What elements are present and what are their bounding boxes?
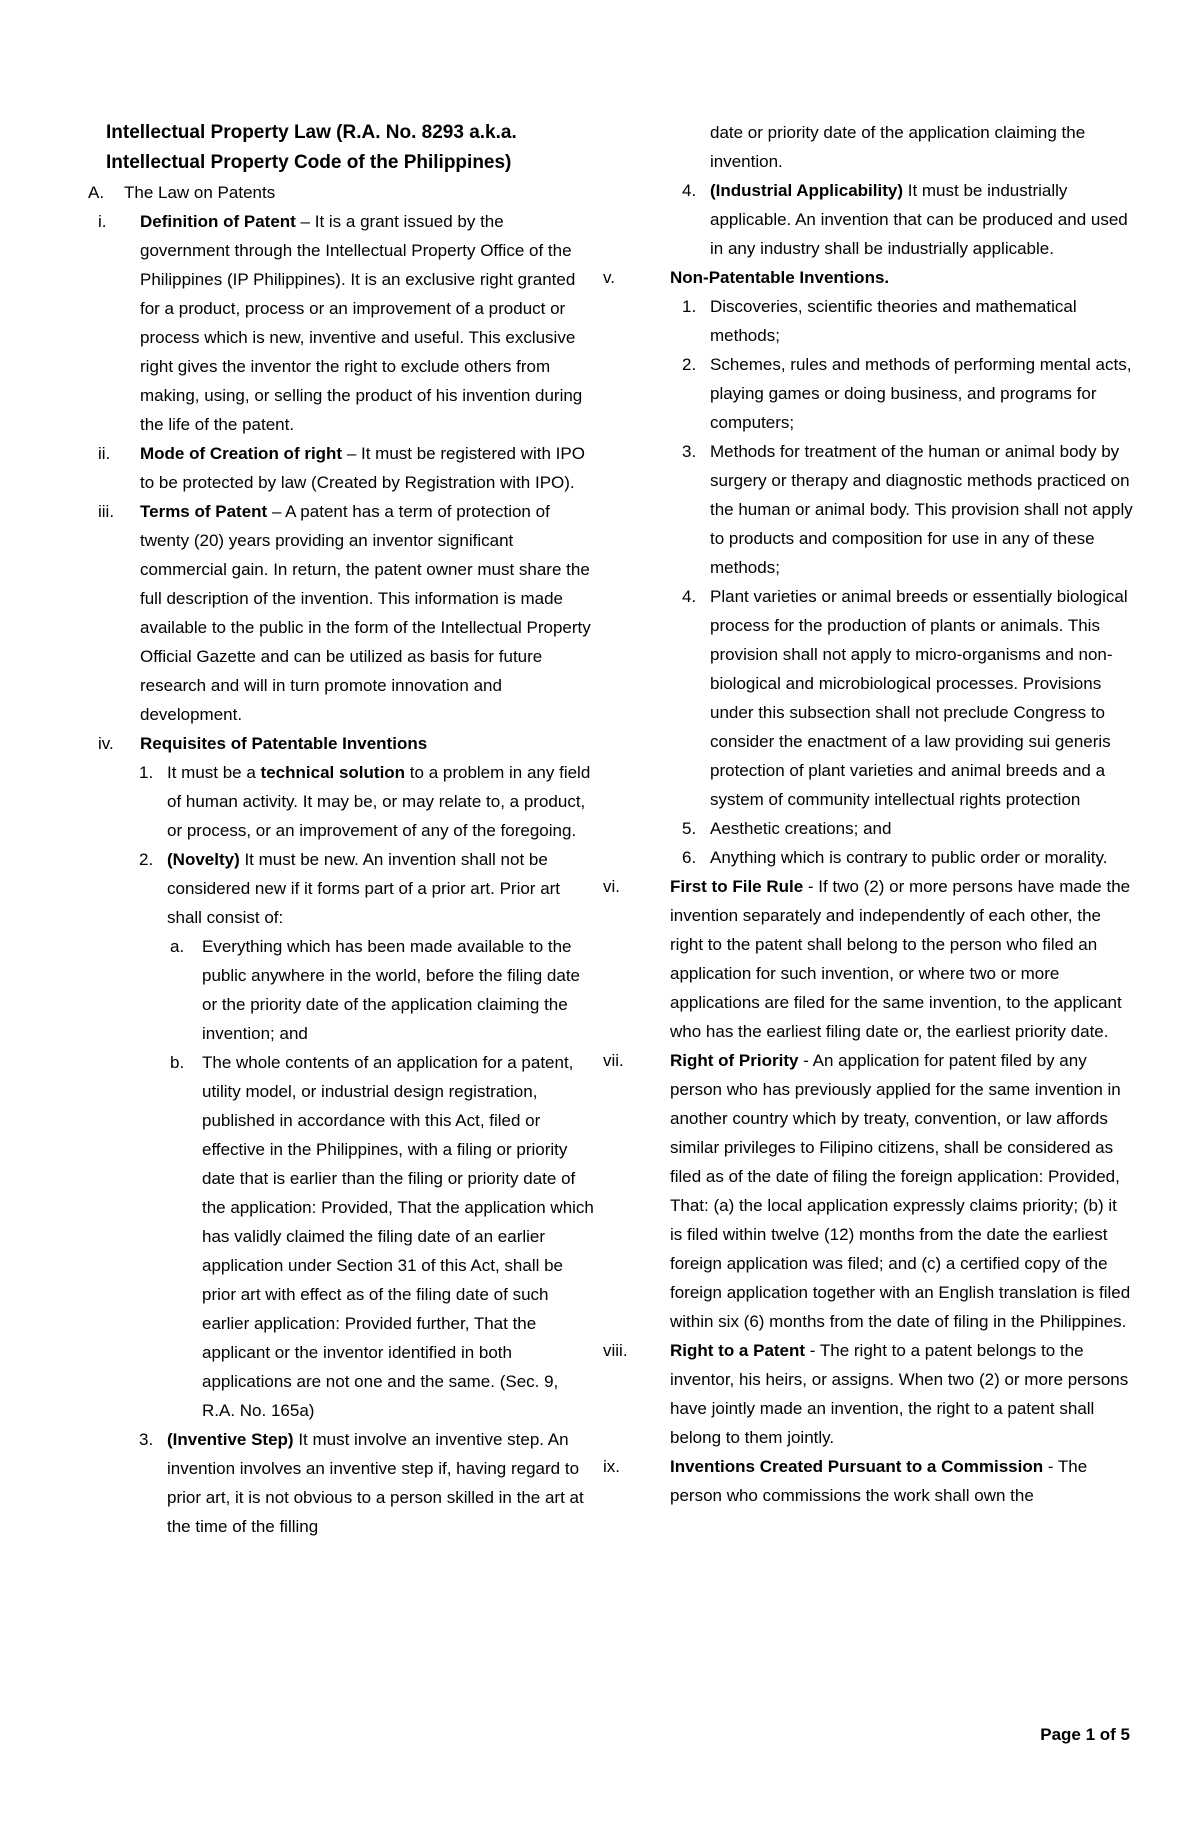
requisite-1-technical-solution (139, 758, 596, 845)
item-viii-heading: Right to a Patent (670, 1341, 806, 1360)
requisite-4-label: 4. (682, 181, 697, 200)
prior-art-b (170, 1048, 596, 1425)
item-ix-commission (603, 1452, 1133, 1510)
item-ii-mode-of-creation (94, 439, 596, 497)
requisite-1-pre: It must be a (167, 763, 261, 782)
item-vii-text: - An application for patent filed by any person who has previously applied for the same invention in another country which by treaty, convention, or law affords similar privileges to Filipino citizens, shall be considered as filed as of the date of filing the foreign application: Provided, That: (a) the local application expressly claims priority; (b) it is filed within twelve (12) months from the date the earliest foreign application was filed; and (c) a certified copy of the foreign application together with an English translation is filed within six (6) months from the date of filing in the Philippines. (670, 1051, 1131, 1331)
non-patentable-5-text: Aesthetic creations; and (710, 819, 892, 838)
requisite-3-inventive-step (139, 1425, 596, 1541)
item-vii-right-of-priority (603, 1046, 1133, 1336)
non-patentable-2-text: Schemes, rules and methods of performing mental acts, playing games or doing business, and programs for computers; (710, 355, 1132, 432)
prior-art-a-text: Everything which has been made available to the public anywhere in the world, before the filing date or the priority date of the application claiming the invention; and (202, 937, 581, 1043)
item-iv-label: iv. (98, 734, 114, 753)
section-a-label: A. (88, 183, 105, 202)
requisite-2-text: It must be new. An invention shall not be considered new if it forms part of a prior art. Prior art shall consist of: (167, 850, 561, 927)
item-iv-body (94, 729, 596, 758)
document-title (106, 118, 596, 178)
requisite-3-heading: (Inventive Step) (167, 1430, 294, 1449)
item-ii-label: ii. (98, 444, 111, 463)
non-patentable-3-text: Methods for treatment of the human or animal body by surgery or therapy and diagnostic methods practiced on the human or animal body. This provision shall not apply to products and composition for use in any of these methods; (710, 442, 1133, 577)
non-patentable-6 (682, 843, 1133, 872)
item-v-non-patentable (603, 263, 1133, 292)
item-ix-body (603, 1452, 1133, 1510)
item-viii-right-to-patent (603, 1336, 1133, 1452)
item-viii-body (603, 1336, 1133, 1452)
item-i-heading: Definition of Patent (140, 212, 296, 231)
item-ii-text: – It must be registered with IPO to be protected by law (Created by Registration with IPO). (140, 444, 585, 492)
item-v-heading: Non-Patentable Inventions. (670, 268, 890, 287)
requisite-1-text: to a problem in any field of human activity. It may be, or may relate to, a product, or process, or an improvement of any of the foregoing. (167, 763, 591, 840)
item-vi-first-to-file (603, 872, 1133, 1046)
non-patentable-5-label: 5. (682, 819, 697, 838)
requisite-3-continued (613, 118, 1133, 176)
item-vii-heading: Right of Priority (670, 1051, 799, 1070)
non-patentable-2-label: 2. (682, 355, 697, 374)
item-vii-body (603, 1046, 1133, 1336)
item-iii-label: iii. (98, 502, 115, 521)
requisite-4-text: It must be industrially applicable. An invention that can be produced and used in any industry shall be industrially applicable. (710, 181, 1128, 258)
requisite-2-body (139, 845, 596, 932)
section-a-heading: The Law on Patents (124, 183, 276, 202)
item-v-body (603, 263, 1133, 292)
item-iv-heading: Requisites of Patentable Inventions (140, 734, 428, 753)
requisite-4-industrial-applicability (682, 176, 1133, 263)
item-ii-heading: Mode of Creation of right (140, 444, 343, 463)
item-vi-text: - If two (2) or more persons have made the invention separately and independently of each other, the right to the patent shall belong to the person who filed an application for such invention, or where two or more applications are filed for the same invention, to the applicant who has the earliest filing date or, the earliest priority date. (670, 877, 1131, 1041)
requisite-1-label: 1. (139, 763, 154, 782)
item-v-label: v. (603, 268, 615, 287)
prior-art-b-label: b. (170, 1053, 185, 1072)
requisite-3-label: 3. (139, 1430, 154, 1449)
item-viii-text: - The right to a patent belongs to the inventor, his heirs, or assigns. When two (2) or more persons have jointly made an invention, the right to a patent shall belong to them jointly. (670, 1341, 1129, 1447)
non-patentable-5 (682, 814, 1133, 843)
prior-art-b-text: The whole contents of an application for a patent, utility model, or industrial design registration, published in accordance with this Act, filed or effective in the Philippines, with a filing or priority date that is earlier than the filing or priority date of the application: Provided, That the application which has validly claimed the filing date of an earlier application under Section 31 of this Act, shall be prior art with effect as of the filing date of such earlier application: Provided further, That the applicant or the inventor identified in both applications are not one and the same. (Sec. 9, R.A. No. 165a) (202, 1053, 594, 1420)
item-vi-heading: First to File Rule (670, 877, 804, 896)
item-iii-text: – A patent has a term of protection of twenty (20) years providing an inventor significant commercial gain. In return, the patent owner must share the full description of the invention. This information is made available to the public in the form of the Intellectual Property Official Gazette and can be utilized as basis for future research and will in turn promote innovation and development. (140, 502, 591, 724)
non-patentable-6-label: 6. (682, 848, 697, 867)
non-patentable-4-text: Plant varieties or animal breeds or essentially biological process for the production of plants or animals. This provision shall not apply to micro-organisms and non-biological and microbiological processes. Provisions under this subsection shall not preclude Congress to consider the enactment of a law providing sui generis protection of plant varieties and animal breeds and a system of community intellectual rights protection (710, 587, 1128, 809)
title-line-2: Intellectual Property Code of the Philippines) (106, 152, 512, 173)
requisite-3-body (139, 1425, 596, 1541)
item-vi-label: vi. (603, 877, 620, 896)
item-iii-heading: Terms of Patent (140, 502, 268, 521)
section-a (88, 178, 596, 207)
item-iii-terms-of-patent (94, 497, 596, 729)
item-viii-label: viii. (603, 1341, 628, 1360)
page-number: Page 1 of 5 (1040, 1725, 1130, 1744)
item-iv-requisites (94, 729, 596, 758)
title-line-1: Intellectual Property Law (R.A. No. 8293 a.k.a. (106, 122, 517, 143)
requisite-4-heading: (Industrial Applicability) (710, 181, 903, 200)
item-ix-label: ix. (603, 1457, 620, 1476)
item-i-text: – It is a grant issued by the government through the Intellectual Property Office of the Philippines (IP Philippines). It is an exclusive right granted for a product, process or an improvement of a product or process which is new, inventive and useful. This exclusive right gives the inventor the right to exclude others from making, using, or selling the product of his invention during the life of the patent. (140, 212, 583, 434)
prior-art-a (170, 932, 596, 1048)
requisite-3-continued-text: date or priority date of the application claiming the invention. (710, 123, 1086, 171)
non-patentable-1 (682, 292, 1133, 350)
item-ii-body (94, 439, 596, 497)
requisite-2-heading: (Novelty) (167, 850, 240, 869)
requisite-2-novelty (139, 845, 596, 932)
requisite-1-heading: technical solution (260, 763, 406, 782)
left-column (88, 118, 596, 1541)
non-patentable-1-text: Discoveries, scientific theories and mathematical methods; (710, 297, 1077, 345)
non-patentable-6-text: Anything which is contrary to public order or morality. (710, 848, 1108, 867)
non-patentable-4 (682, 582, 1133, 814)
prior-art-a-label: a. (170, 937, 185, 956)
item-ix-heading: Inventions Created Pursuant to a Commission (670, 1457, 1044, 1476)
item-i-body (94, 207, 596, 439)
right-column (603, 118, 1133, 1510)
item-ix-text: - The person who commissions the work shall own the (670, 1457, 1088, 1505)
requisite-2-label: 2. (139, 850, 154, 869)
non-patentable-3-label: 3. (682, 442, 697, 461)
item-i-definition-of-patent (94, 207, 596, 439)
requisite-3-text: It must involve an inventive step. An invention involves an inventive step if, having regard to prior art, it is not obvious to a person skilled in the art at the time of the filling (167, 1430, 584, 1536)
item-vii-label: vii. (603, 1051, 624, 1070)
item-iii-body (94, 497, 596, 729)
item-i-label: i. (98, 212, 107, 231)
non-patentable-3 (682, 437, 1133, 582)
non-patentable-1-label: 1. (682, 297, 697, 316)
requisite-1-body (139, 758, 596, 845)
non-patentable-2 (682, 350, 1133, 437)
requisite-4-body (682, 176, 1133, 263)
item-vi-body (603, 872, 1133, 1046)
non-patentable-4-label: 4. (682, 587, 697, 606)
